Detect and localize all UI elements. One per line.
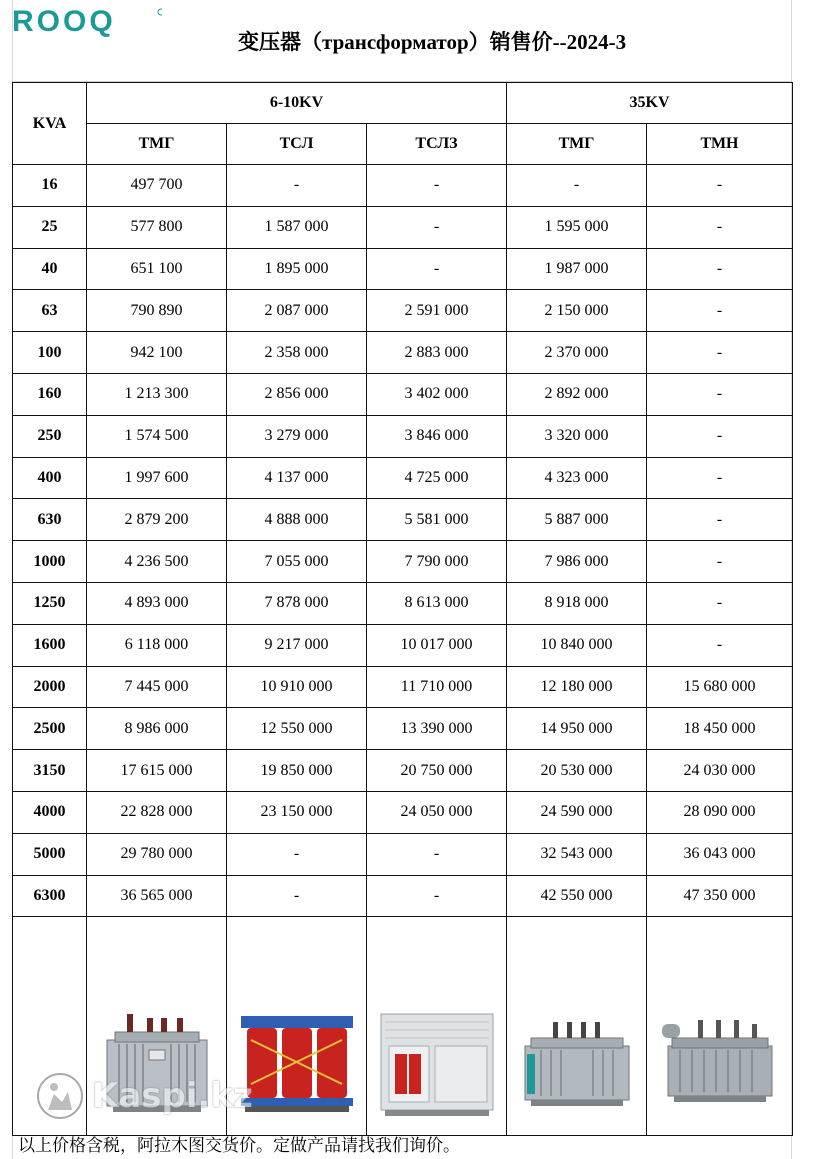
table-row <box>13 206 793 248</box>
kva-cell: 2500 <box>13 708 87 750</box>
price-cell: 2 879 200 <box>87 499 227 541</box>
price-cell: 4 725 000 <box>367 457 507 499</box>
price-cell: 11 710 000 <box>367 666 507 708</box>
model-header-tslz: ТСЛЗ <box>367 124 507 165</box>
price-cell: 3 279 000 <box>227 415 367 457</box>
price-cell: 18 450 000 <box>647 708 793 750</box>
price-cell: 10 910 000 <box>227 666 367 708</box>
table-row <box>13 708 793 750</box>
price-cell: 7 790 000 <box>367 541 507 583</box>
price-cell: 10 017 000 <box>367 624 507 666</box>
price-cell: - <box>647 457 793 499</box>
price-cell: - <box>647 248 793 290</box>
model-header-tmn: ТМН <box>647 124 793 165</box>
table-row <box>13 791 793 833</box>
price-cell: 577 800 <box>87 206 227 248</box>
price-table-body <box>13 165 793 917</box>
table-row <box>13 541 793 583</box>
price-cell: - <box>227 165 367 207</box>
price-cell: 42 550 000 <box>507 875 647 917</box>
kva-cell: 1000 <box>13 541 87 583</box>
price-cell: - <box>507 165 647 207</box>
table-row <box>13 624 793 666</box>
price-cell: 2 358 000 <box>227 332 367 374</box>
table-row <box>13 582 793 624</box>
price-cell: 4 236 500 <box>87 541 227 583</box>
kva-cell: 4000 <box>13 791 87 833</box>
price-cell: 22 828 000 <box>87 791 227 833</box>
price-cell: - <box>367 875 507 917</box>
price-cell: 2 892 000 <box>507 373 647 415</box>
kva-cell: 16 <box>13 165 87 207</box>
price-cell: 7 055 000 <box>227 541 367 583</box>
group-header-35kv: 35KV <box>507 83 793 124</box>
kva-cell: 6300 <box>13 875 87 917</box>
price-cell: 790 890 <box>87 290 227 332</box>
price-cell: 36 565 000 <box>87 875 227 917</box>
price-cell: - <box>647 165 793 207</box>
kva-header: KVA <box>13 83 87 165</box>
price-cell: 23 150 000 <box>227 791 367 833</box>
table-row <box>13 290 793 332</box>
price-cell: 651 100 <box>87 248 227 290</box>
kaspi-logo-icon <box>36 1072 84 1120</box>
table-row <box>13 666 793 708</box>
price-cell: - <box>647 290 793 332</box>
price-cell: 1 987 000 <box>507 248 647 290</box>
table-row <box>13 165 793 207</box>
price-cell: 4 137 000 <box>227 457 367 499</box>
kaspi-watermark <box>36 1068 266 1124</box>
price-cell: 1 213 300 <box>87 373 227 415</box>
price-cell: - <box>647 373 793 415</box>
table-row <box>13 248 793 290</box>
price-cell: 3 846 000 <box>367 415 507 457</box>
model-header-row <box>13 124 793 165</box>
model-header-tsl: ТСЛ <box>227 124 367 165</box>
kva-cell: 25 <box>13 206 87 248</box>
page-title: 变压器（трансформатор）销售价--2024-3 <box>238 30 627 54</box>
price-cell: 1 997 600 <box>87 457 227 499</box>
table-row <box>13 415 793 457</box>
price-cell: 5 887 000 <box>507 499 647 541</box>
price-cell: 8 986 000 <box>87 708 227 750</box>
price-cell: - <box>647 541 793 583</box>
price-cell: 12 550 000 <box>227 708 367 750</box>
price-cell: - <box>647 499 793 541</box>
price-cell: 29 780 000 <box>87 833 227 875</box>
price-cell: 36 043 000 <box>647 833 793 875</box>
price-cell: 4 893 000 <box>87 582 227 624</box>
price-cell: - <box>647 332 793 374</box>
footer-note: 以上价格含税，阿拉木图交货价。定做产品请找我们询价。 <box>18 1136 460 1156</box>
price-cell: 13 390 000 <box>367 708 507 750</box>
enclosed-dry-transformer-tslz-icon <box>377 1010 497 1122</box>
kva-cell: 5000 <box>13 833 87 875</box>
table-row <box>13 332 793 374</box>
price-cell: 9 217 000 <box>227 624 367 666</box>
price-cell: 2 370 000 <box>507 332 647 374</box>
price-cell: 24 590 000 <box>507 791 647 833</box>
product-image-cell <box>507 917 647 1136</box>
price-cell: 1 587 000 <box>227 206 367 248</box>
price-cell: 8 918 000 <box>507 582 647 624</box>
price-cell: - <box>367 248 507 290</box>
price-cell: 1 595 000 <box>507 206 647 248</box>
kva-cell: 2000 <box>13 666 87 708</box>
price-cell: 7 986 000 <box>507 541 647 583</box>
price-cell: 24 050 000 <box>367 791 507 833</box>
table-row <box>13 833 793 875</box>
price-cell: 12 180 000 <box>507 666 647 708</box>
model-header-tmg: ТМГ <box>87 124 227 165</box>
price-cell: 8 613 000 <box>367 582 507 624</box>
price-cell: 47 350 000 <box>647 875 793 917</box>
price-cell: 2 856 000 <box>227 373 367 415</box>
price-cell: 7 445 000 <box>87 666 227 708</box>
oil-transformer-35kv-tmg-icon <box>517 1010 637 1122</box>
price-cell: 5 581 000 <box>367 499 507 541</box>
kva-cell: 100 <box>13 332 87 374</box>
price-table <box>12 82 793 1136</box>
price-cell: 497 700 <box>87 165 227 207</box>
price-cell: 2 150 000 <box>507 290 647 332</box>
product-image-cell <box>367 917 507 1136</box>
rooq-logo <box>12 4 162 40</box>
price-cell: - <box>367 833 507 875</box>
logo-text: ROOQ <box>12 5 116 38</box>
power-transformer-tmn-icon <box>660 1010 780 1122</box>
price-cell: 28 090 000 <box>647 791 793 833</box>
watermark-text: Kaspi.kz <box>92 1076 253 1116</box>
price-cell: 4 323 000 <box>507 457 647 499</box>
price-cell: 32 543 000 <box>507 833 647 875</box>
kva-cell: 400 <box>13 457 87 499</box>
kva-cell: 160 <box>13 373 87 415</box>
price-cell: 1 574 500 <box>87 415 227 457</box>
price-cell: - <box>367 165 507 207</box>
price-cell: 17 615 000 <box>87 750 227 792</box>
voltage-group-row <box>13 83 793 124</box>
price-cell: 10 840 000 <box>507 624 647 666</box>
price-cell: 24 030 000 <box>647 750 793 792</box>
table-row <box>13 875 793 917</box>
model-header-tmg-35kv: ТМГ <box>507 124 647 165</box>
price-cell: - <box>647 415 793 457</box>
product-image-cell <box>647 917 793 1136</box>
table-row <box>13 499 793 541</box>
price-cell: - <box>647 206 793 248</box>
price-cell: 20 750 000 <box>367 750 507 792</box>
kva-cell: 63 <box>13 290 87 332</box>
price-cell: 942 100 <box>87 332 227 374</box>
price-cell: - <box>367 206 507 248</box>
kva-cell: 40 <box>13 248 87 290</box>
price-cell: 2 591 000 <box>367 290 507 332</box>
kva-cell: 250 <box>13 415 87 457</box>
price-cell: 14 950 000 <box>507 708 647 750</box>
group-header-6-10kv: 6-10KV <box>87 83 507 124</box>
kva-cell: 3150 <box>13 750 87 792</box>
price-cell: - <box>227 833 367 875</box>
price-cell: - <box>227 875 367 917</box>
price-cell: 7 878 000 <box>227 582 367 624</box>
price-cell: 15 680 000 <box>647 666 793 708</box>
price-cell: 2 087 000 <box>227 290 367 332</box>
kva-cell: 630 <box>13 499 87 541</box>
price-cell: - <box>647 582 793 624</box>
price-cell: 6 118 000 <box>87 624 227 666</box>
price-cell: 3 402 000 <box>367 373 507 415</box>
price-cell: 20 530 000 <box>507 750 647 792</box>
price-cell: - <box>647 624 793 666</box>
price-cell: 3 320 000 <box>507 415 647 457</box>
kva-cell: 1600 <box>13 624 87 666</box>
price-cell: 2 883 000 <box>367 332 507 374</box>
table-row <box>13 373 793 415</box>
kva-cell: 1250 <box>13 582 87 624</box>
table-row <box>13 457 793 499</box>
price-cell: 1 895 000 <box>227 248 367 290</box>
price-cell: 4 888 000 <box>227 499 367 541</box>
table-row <box>13 750 793 792</box>
price-cell: 19 850 000 <box>227 750 367 792</box>
